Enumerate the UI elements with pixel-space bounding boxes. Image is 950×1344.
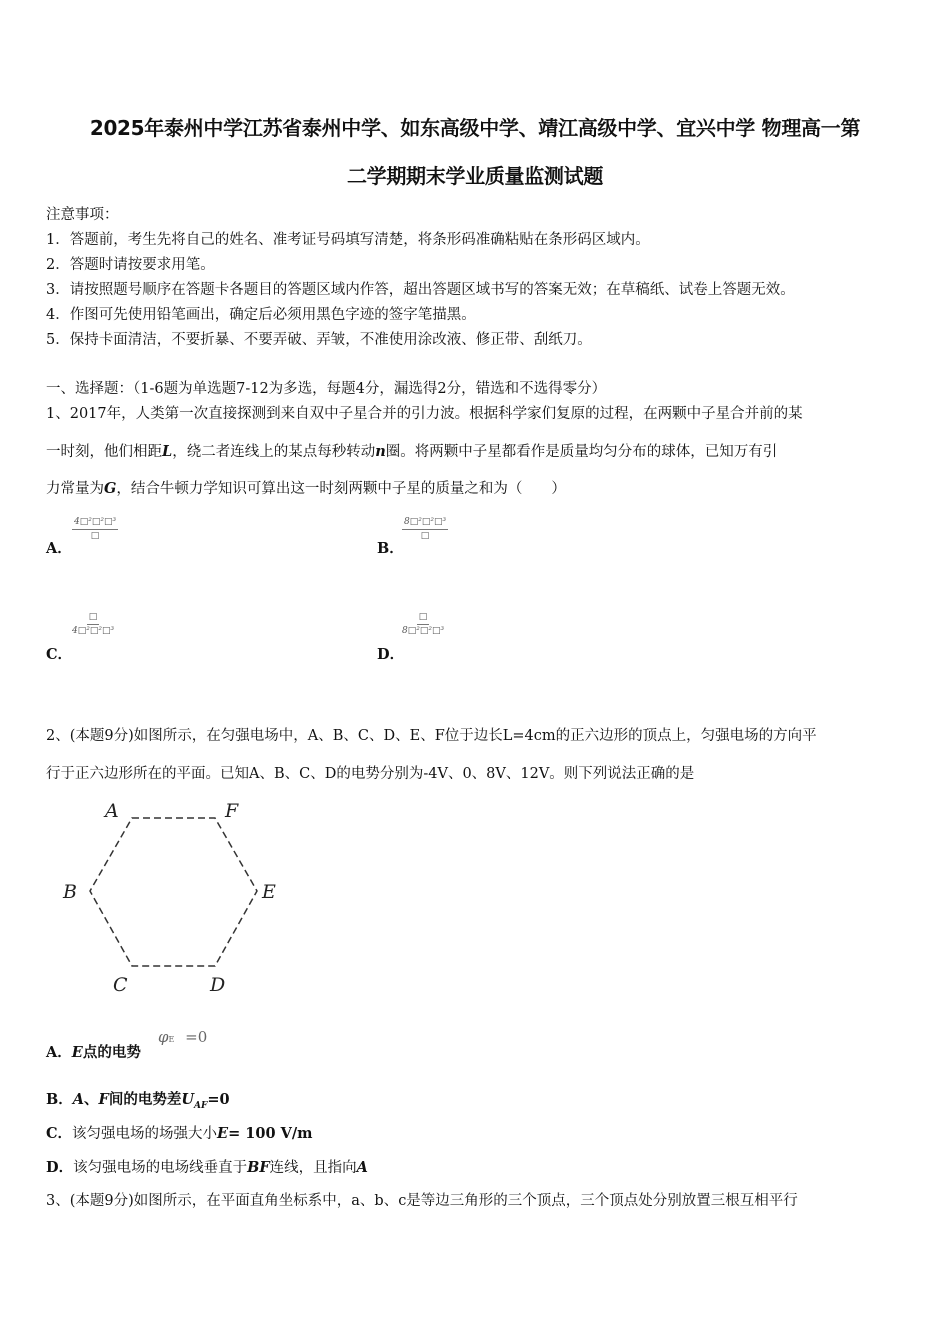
q1-option-c-label: C． bbox=[46, 646, 73, 663]
q2-line-2: 行于正六边形所在的平面。已知A、B、C、D的电势分别为-4V、0、8V、12V。则下列说法正确的是 bbox=[46, 766, 695, 782]
notice-item: 1．答题前，考生先将自己的姓名、准考证号码填写清楚，将条形码准确粘贴在条形码区域内。 bbox=[46, 232, 650, 248]
section-heading: 一、选择题：（1-6题为单选题7-12为多选，每题4分，漏选得2分，错选和不选得零分） bbox=[46, 381, 607, 397]
vertex-label-a: A bbox=[105, 800, 119, 822]
formula-denominator: □ bbox=[420, 531, 430, 541]
var-e: E bbox=[217, 1125, 229, 1142]
option-value: =0 bbox=[207, 1091, 230, 1108]
formula-numerator: 4□²□²□³ bbox=[72, 517, 118, 530]
q2-option-b bbox=[46, 1088, 230, 1111]
var-a: A bbox=[356, 1159, 368, 1176]
option-text: 连线，且指向 bbox=[269, 1160, 357, 1176]
var-e: E bbox=[71, 1044, 83, 1061]
formula-denominator: 8□²□²□³ bbox=[402, 626, 445, 636]
formula-numerator: □ bbox=[417, 612, 430, 625]
option-label: B． bbox=[46, 1091, 73, 1108]
phi-symbol: φ bbox=[158, 1028, 169, 1046]
formula-denominator: □ bbox=[90, 531, 100, 541]
notice-item: 5．保持卡面清洁，不要折暴、不要弄破、弄皱，不准使用涂改液、修正带、刮纸刀。 bbox=[46, 332, 592, 348]
notice-item: 2．答题时请按要求用笔。 bbox=[46, 257, 215, 273]
q1-text: ，绕二者连线上的某点每秒转动 bbox=[172, 444, 376, 460]
notice-heading: 注意事项： bbox=[46, 207, 119, 223]
vertex-label-e: E bbox=[262, 881, 276, 903]
var-bf: BF bbox=[247, 1159, 270, 1176]
q1-option-b-label: B． bbox=[377, 540, 404, 557]
q1-line-2 bbox=[46, 440, 777, 461]
q3-line-1: 3、(本题9分)如图所示，在平面直角坐标系中，a、b、c是等边三角形的三个顶点，三个顶点处分别放置三根互相平行 bbox=[46, 1193, 798, 1209]
option-text: 点的电势 bbox=[82, 1044, 141, 1061]
var-u: U bbox=[181, 1091, 194, 1108]
option-label: A． bbox=[46, 1044, 72, 1061]
phi-subscript: E bbox=[168, 1035, 175, 1044]
q1-line-1: 1、2017年，人类第一次直接探测到来自双中子星合并的引力波。根据科学家们复原的过程，在两颗中子星合并前的某 bbox=[46, 406, 803, 422]
q2-line-1: 2、(本题9分)如图所示，在匀强电场中，A、B、C、D、E、F位于边长L=4cm的正六边形的顶点上，匀强电场的方向平 bbox=[46, 728, 817, 744]
q1-option-a-formula bbox=[72, 517, 118, 542]
formula-numerator: 8□²□²□³ bbox=[402, 517, 448, 530]
q2-option-d bbox=[46, 1156, 368, 1177]
var-u-subscript: AF bbox=[193, 1100, 208, 1111]
phi-equals: =0 bbox=[185, 1028, 208, 1046]
vertex-label-b: B bbox=[63, 881, 77, 903]
var-f: F bbox=[98, 1091, 109, 1108]
q2-option-c bbox=[46, 1122, 313, 1143]
phi-e-formula bbox=[158, 1028, 207, 1046]
var-a: A bbox=[72, 1091, 85, 1108]
q1-text: 圈。将两颗中子星都看作是质量均匀分布的球体，已知万有引 bbox=[385, 444, 778, 460]
option-label: D． bbox=[46, 1159, 74, 1176]
q2-option-a bbox=[46, 1041, 141, 1062]
option-value: = 100 V/m bbox=[228, 1125, 313, 1142]
q1-var-L: L bbox=[162, 443, 173, 460]
option-text: 、 bbox=[84, 1091, 99, 1108]
q1-text: 力常量为 bbox=[46, 481, 104, 497]
option-text: 该匀强电场的场强大小 bbox=[72, 1126, 218, 1142]
notice-item: 4．作图可先使用铅笔画出，确定后必须用黑色字迹的签字笔描黑。 bbox=[46, 307, 476, 323]
option-text: 间的电势差 bbox=[108, 1091, 182, 1108]
q1-option-b-formula bbox=[402, 517, 448, 542]
hexagon-dashed-outline bbox=[90, 818, 257, 966]
q1-var-n: n bbox=[375, 443, 386, 460]
exam-title-line-2: 二学期期末学业质量监测试题 bbox=[346, 164, 604, 188]
q1-option-d-formula bbox=[402, 612, 444, 637]
exam-title-line-1: 2025年泰州中学江苏省泰州中学、如东高级中学、靖江高级中学、宜兴中学 物理高一第 bbox=[89, 116, 861, 140]
q1-text: ，结合牛顿力学知识可算出这一时刻两颗中子星的质量之和为（ ） bbox=[116, 481, 566, 497]
notice-item: 3．请按照题号顺序在答题卡各题目的答题区域内作答，超出答题区域书写的答案无效；在草稿纸、试卷上答题无效。 bbox=[46, 282, 795, 298]
q1-line-3 bbox=[46, 477, 566, 498]
vertex-label-d: D bbox=[210, 974, 226, 996]
vertex-label-c: C bbox=[113, 974, 128, 996]
formula-denominator: 4□²□²□³ bbox=[72, 626, 115, 636]
q1-option-a-label: A． bbox=[46, 540, 72, 557]
formula-numerator: □ bbox=[87, 612, 100, 625]
q1-text: 一时刻，他们相距 bbox=[46, 444, 162, 460]
q1-option-c-formula bbox=[72, 612, 114, 637]
option-text: 该匀强电场的电场线垂直于 bbox=[73, 1160, 248, 1176]
hexagon-diagram bbox=[55, 795, 290, 1000]
option-label: C． bbox=[46, 1125, 73, 1142]
q1-option-d-label: D． bbox=[377, 646, 405, 663]
vertex-label-f: F bbox=[225, 800, 239, 822]
q1-var-G: G bbox=[104, 480, 117, 497]
